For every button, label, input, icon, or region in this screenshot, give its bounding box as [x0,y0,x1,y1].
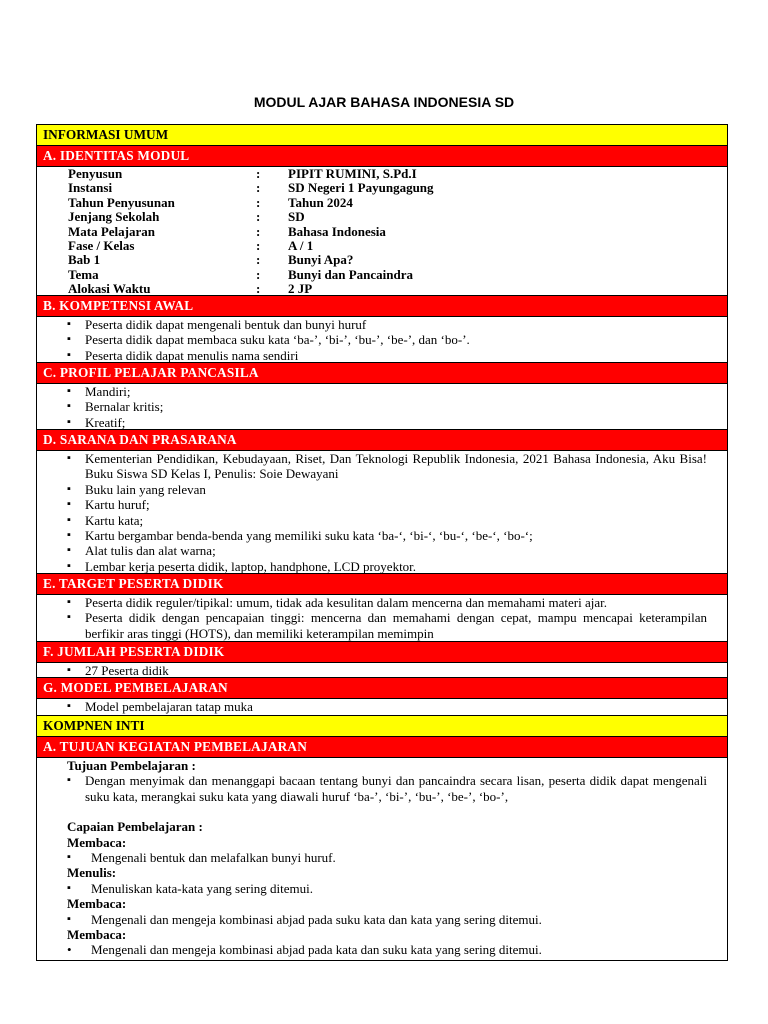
section-header-kompetensi-awal: B. KOMPETENSI AWAL [37,296,727,317]
list-item: ▪ Kartu huruf; [85,497,707,512]
identitas-row [68,253,727,267]
identitas-body [37,167,727,296]
tujuan-body [37,758,727,960]
identitas-value: PIPIT RUMINI, S.Pd.I [288,166,417,181]
section-header-identitas: A. IDENTITAS MODUL [37,146,727,167]
identitas-colon: : [256,194,261,210]
capaian-label: Membaca: [67,927,127,943]
kompetensi-awal-body [37,317,727,363]
capaian-list [37,942,727,957]
identitas-colon: : [256,209,261,225]
list-item: ▪ Dengan menyimak dan menanggapi bacaan tentang bunyi dan pancaindra secara lisan, peserta didik dapat mengenali suku kata, merangkai suku kata yang diawali huruf ‘ba-’, ‘bi-’, ‘bu-’, ‘be-’, ‘bo-’, [85,773,707,804]
list-item: ▪ Mengenali dan mengeja kombinasi abjad pada suku kata dan kata yang sering ditemui. [91,912,707,927]
list-item: ▪ Peserta didik reguler/tipikal: umum, tidak ada kesulitan dalam mencerna dan memahami materi ajar. [85,595,707,610]
section-header-komponen-inti: KOMPNEN INTI [37,716,727,737]
list-item: ▪ Peserta didik dapat membaca suku kata ‘ba-’, ‘bi-’, ‘bu-’, ‘be-’, dan ‘bo-’. [85,332,707,347]
capaian-label: Menulis: [67,865,117,881]
identitas-key: Instansi [68,180,113,196]
section-header-tujuan: A. TUJUAN KEGIATAN PEMBELAJARAN [37,737,727,758]
capaian-list [37,912,727,927]
list-item: ▪ Kreatif; [85,415,707,430]
section-header-model: G. MODEL PEMBELAJARAN [37,678,727,699]
target-body [37,595,727,642]
identitas-row [68,239,727,253]
model-list [37,699,727,714]
list-item: ▪ Peserta didik dapat menulis nama sendiri [85,348,707,363]
capaian-list [37,881,727,896]
identitas-value: 2 JP [288,281,313,297]
tujuan-list [37,773,727,804]
identitas-colon: : [256,237,261,253]
module-table [36,124,728,961]
list-item: • Mengenali dan mengeja kombinasi abjad pada kata dan suku kata yang sering ditemui. [91,942,707,957]
identitas-value: Bahasa Indonesia [288,223,386,239]
identitas-list [37,167,727,297]
kompetensi-awal-list [37,317,727,363]
section-header-informasi-umum: INFORMASI UMUM [37,125,727,146]
identitas-value: Bunyi dan Pancaindra [288,266,413,282]
jumlah-list [37,663,727,678]
jumlah-body [37,663,727,678]
list-item: ▪ Kartu kata; [85,513,707,528]
list-item: ▪ Alat tulis dan alat warna; [85,543,707,558]
identitas-row [68,268,727,282]
list-item: ▪ Kementerian Pendidikan, Kebudayaan, Riset, Dan Teknologi Republik Indonesia, 2021 Bahasa Indonesia, Aku Bisa! Buku Siswa SD Kelas I, Penulis: Soie Dewayani [85,451,707,482]
identitas-colon: : [256,266,261,282]
section-header-target: E. TARGET PESERTA DIDIK [37,574,727,595]
tujuan-subtitle: Tujuan Pembelajaran : [67,758,196,773]
profil-body [37,384,727,430]
list-item: ▪ Peserta didik dengan pencapaian tinggi: mencerna dan memahami dengan cepat, mampu mencapai keterampilan berfikir aras tinggi (HOTS), dan memiliki keterampilan memimpin [85,610,707,641]
identitas-value: SD Negeri 1 Payungagung [288,180,434,196]
model-body [37,699,727,716]
identitas-value: Tahun 2024 [288,194,353,210]
sarana-body [37,451,727,574]
identitas-row [68,167,727,181]
list-item: ▪ Mengenali bentuk dan melafalkan bunyi huruf. [91,850,707,865]
identitas-colon: : [256,281,261,297]
identitas-row [68,196,727,210]
identitas-colon: : [256,223,261,239]
identitas-value: A / 1 [288,237,314,253]
section-header-profil: C. PROFIL PELAJAR PANCASILA [37,363,727,384]
identitas-colon: : [256,252,261,268]
identitas-key: Tema [68,266,99,282]
target-list [37,595,727,641]
identitas-value: SD [288,209,305,225]
sarana-list [37,451,727,574]
list-item: ▪ Bernalar kritis; [85,399,707,414]
list-item: ▪ Lembar kerja peserta didik, laptop, handphone, LCD proyektor. [85,559,707,574]
document-title: MODUL AJAR BAHASA INDONESIA SD [253,94,515,110]
list-item: ▪ Kartu bergambar benda-benda yang memiliki suku kata ‘ba-‘, ‘bi-‘, ‘bu-‘, ‘be-‘, ‘bo-‘; [85,528,707,543]
identitas-key: Fase / Kelas [68,237,135,253]
list-item: ▪ Buku lain yang relevan [85,482,707,497]
identitas-row [68,210,727,224]
identitas-key: Tahun Penyusunan [68,194,175,210]
identitas-colon: : [256,166,261,181]
profil-list [37,384,727,430]
capaian-title: Capaian Pembelajaran : [67,819,203,835]
identitas-key: Bab 1 [68,252,101,268]
list-item: ▪ Mandiri; [85,384,707,399]
identitas-colon: : [256,180,261,196]
identitas-row [68,225,727,239]
list-item: ▪ 27 Peserta didik [85,663,707,678]
list-item: ▪ Menuliskan kata-kata yang sering ditemui. [91,881,707,896]
identitas-row [68,282,727,296]
section-header-sarana: D. SARANA DAN PRASARANA [37,430,727,451]
list-item: ▪ Peserta didik dapat mengenali bentuk dan bunyi huruf [85,317,707,332]
capaian-label: Membaca: [67,834,127,850]
identitas-value: Bunyi Apa? [288,252,354,268]
identitas-key: Penyusun [68,166,123,181]
identitas-key: Alokasi Waktu [68,281,151,297]
identitas-row [68,181,727,195]
identitas-key: Jenjang Sekolah [68,209,160,225]
section-header-jumlah: F. JUMLAH PESERTA DIDIK [37,642,727,663]
identitas-key: Mata Pelajaran [68,223,156,239]
list-item: ▪ Model pembelajaran tatap muka [85,699,707,714]
capaian-label: Membaca: [67,896,127,912]
capaian-list [37,850,727,865]
